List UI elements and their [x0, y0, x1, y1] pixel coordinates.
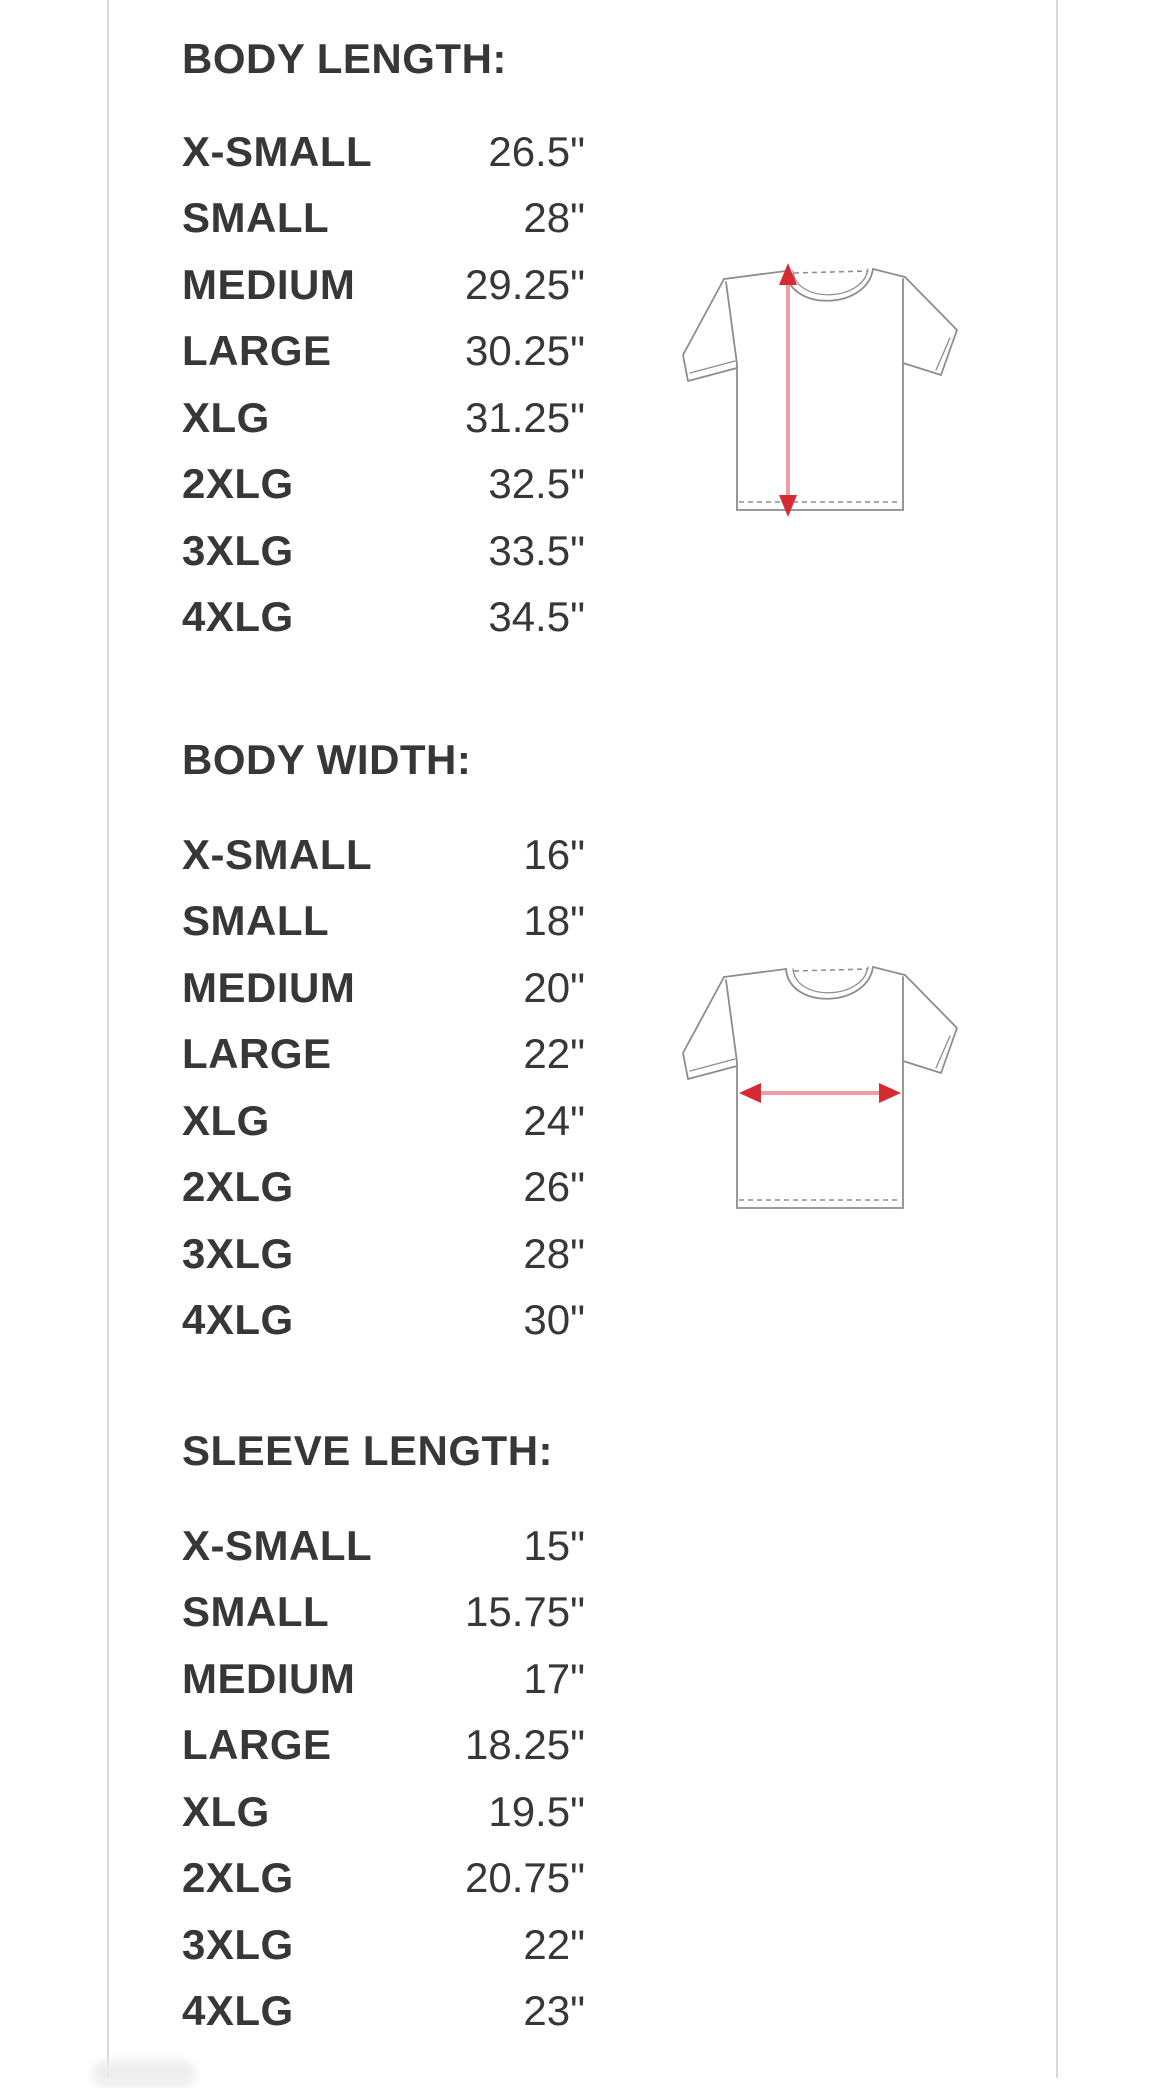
size-label: SMALL: [182, 897, 330, 944]
size-row: [182, 194, 585, 243]
size-value: 26": [523, 1163, 585, 1210]
size-value: 28": [523, 1230, 585, 1277]
size-row: [182, 964, 585, 1013]
size-label: 3XLG: [182, 527, 294, 574]
size-row: [182, 1721, 585, 1770]
size-row: [182, 593, 585, 642]
size-value: 30.25": [464, 327, 585, 374]
size-row: [182, 1230, 585, 1279]
size-label: X-SMALL: [182, 1522, 373, 1569]
content-left-border: [107, 0, 109, 2078]
size-label: 4XLG: [182, 1296, 294, 1343]
size-row: [182, 1921, 585, 1970]
size-label: SMALL: [182, 1588, 330, 1635]
size-row: [182, 261, 585, 310]
size-value: 31.25": [464, 394, 585, 441]
size-row: [182, 1987, 585, 2036]
size-value: 22": [523, 1921, 585, 1968]
size-row: [182, 897, 585, 946]
size-value: 24": [523, 1097, 585, 1144]
size-label: XLG: [182, 1788, 270, 1835]
size-row: [182, 327, 585, 376]
size-label: 4XLG: [182, 593, 294, 640]
size-value: 29.25": [464, 261, 585, 308]
size-value: 18": [523, 897, 585, 944]
size-label: LARGE: [182, 327, 332, 374]
size-value: 28": [523, 194, 585, 241]
size-value: 22": [523, 1030, 585, 1077]
section-title-body-width: BODY WIDTH:: [182, 736, 472, 783]
size-label: SMALL: [182, 194, 330, 241]
size-row: [182, 394, 585, 443]
tshirt-body-width-diagram: [680, 956, 960, 1222]
size-value: 19.5": [488, 1788, 585, 1835]
bottom-overlay-corner: [92, 2060, 196, 2088]
size-label: XLG: [182, 394, 270, 441]
tshirt-outline-icon: [680, 956, 960, 1222]
size-label: 2XLG: [182, 460, 294, 507]
size-value: 30": [523, 1296, 585, 1343]
tshirt-outline-icon: [680, 258, 960, 524]
size-row: [182, 1097, 585, 1146]
size-row: [182, 1163, 585, 1212]
size-row: [182, 1788, 585, 1837]
section-title-sleeve-length: SLEEVE LENGTH:: [182, 1427, 554, 1474]
vertical-measure-arrow-icon: [779, 263, 797, 517]
size-row: [182, 460, 585, 509]
section-title-body-length: BODY LENGTH:: [182, 35, 507, 82]
size-value: 20.75": [464, 1854, 585, 1901]
size-value: 20": [523, 964, 585, 1011]
content-right-border: [1056, 0, 1058, 2078]
tshirt-body-length-diagram: [680, 258, 960, 524]
size-value: 15": [523, 1522, 585, 1569]
size-value: 15.75": [464, 1588, 585, 1635]
size-value: 18.25": [464, 1721, 585, 1768]
size-label: X-SMALL: [182, 128, 373, 175]
size-row: [182, 1854, 585, 1903]
horizontal-measure-arrow-icon: [739, 1083, 901, 1103]
size-label: MEDIUM: [182, 964, 356, 1011]
size-label: 2XLG: [182, 1163, 294, 1210]
size-label: 3XLG: [182, 1921, 294, 1968]
size-label: LARGE: [182, 1030, 332, 1077]
size-row: [182, 128, 585, 177]
size-row: [182, 1030, 585, 1079]
size-row: [182, 1588, 585, 1637]
size-label: XLG: [182, 1097, 270, 1144]
size-row: [182, 1296, 585, 1345]
size-value: 16": [523, 831, 585, 878]
size-row: [182, 1522, 585, 1571]
size-label: X-SMALL: [182, 831, 373, 878]
size-row: [182, 527, 585, 576]
size-row: [182, 1655, 585, 1704]
size-value: 34.5": [488, 593, 585, 640]
size-label: 3XLG: [182, 1230, 294, 1277]
size-row: [182, 831, 585, 880]
size-value: 23": [523, 1987, 585, 2034]
size-label: 2XLG: [182, 1854, 294, 1901]
size-label: MEDIUM: [182, 261, 356, 308]
size-value: 26.5": [488, 128, 585, 175]
size-label: LARGE: [182, 1721, 332, 1768]
size-label: 4XLG: [182, 1987, 294, 2034]
size-value: 17": [523, 1655, 585, 1702]
size-label: MEDIUM: [182, 1655, 356, 1702]
size-value: 32.5": [488, 460, 585, 507]
size-value: 33.5": [488, 527, 585, 574]
